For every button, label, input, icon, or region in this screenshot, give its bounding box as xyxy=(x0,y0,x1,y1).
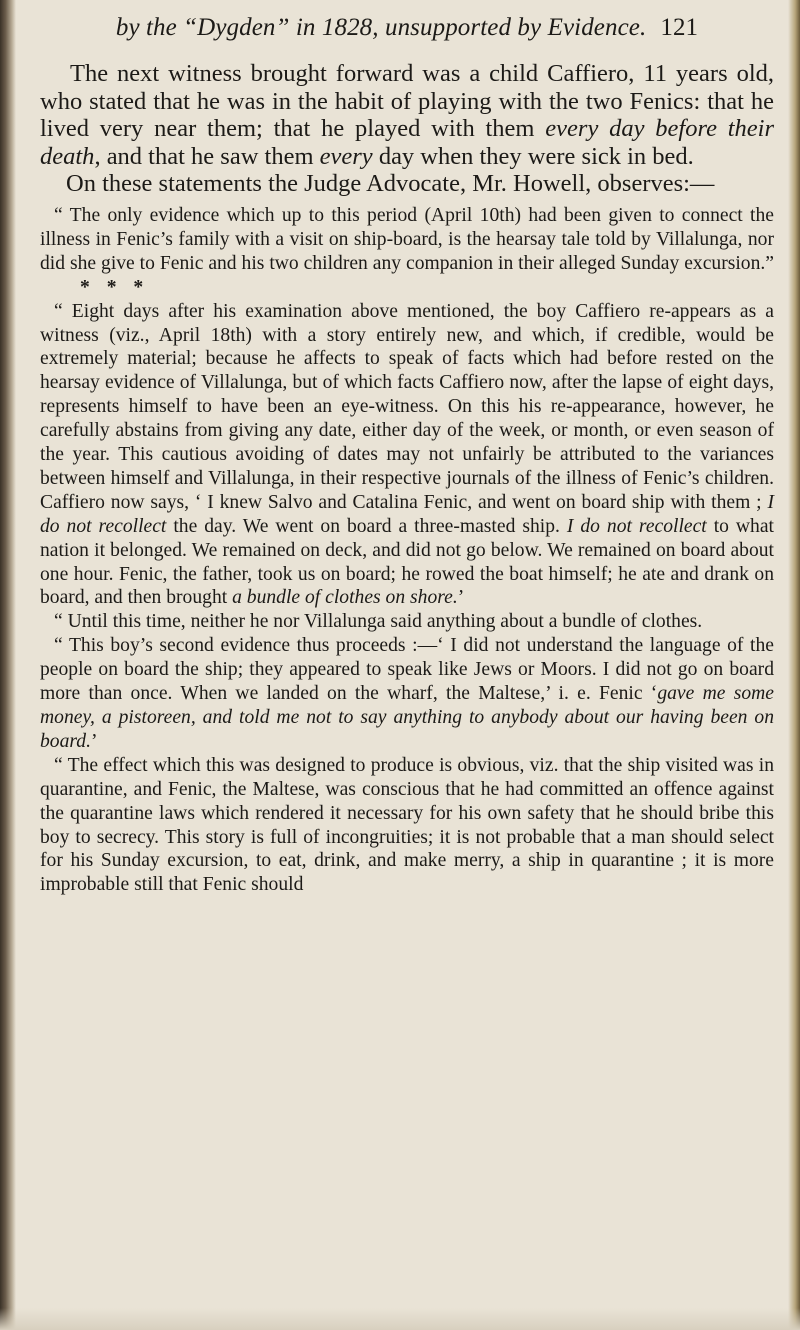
quote-paragraph-5 xyxy=(40,754,774,897)
page-number: 121 xyxy=(660,14,699,41)
book-page xyxy=(40,8,774,1308)
ellipsis-stars: * * * xyxy=(80,276,150,298)
quote-paragraph-4-end: ’ xyxy=(90,730,98,752)
book-binding-edge xyxy=(0,0,16,1330)
text-run: day when they were sick in bed. xyxy=(372,142,694,170)
running-head-title: by the “Dygden” in 1828, unsupported by Evidence. xyxy=(115,14,647,41)
paragraph-2-text: On these statements the Judge Advocate, Mr. Howell, observes:— xyxy=(66,170,715,198)
emphasis-bundle-of-clothes: a bundle of clothes on shore. xyxy=(232,587,458,609)
paragraph-1-text xyxy=(40,60,774,170)
emphasis-phrase: every xyxy=(319,142,373,170)
paragraph-caffiero-witness xyxy=(40,60,774,170)
paragraph-judge-advocate xyxy=(40,170,774,198)
emphasis-not-recollect-1: I do not recollect xyxy=(40,491,774,537)
lead-paragraphs xyxy=(40,60,774,198)
quote-paragraph-2-cont: to what nation it belonged. We remained on deck, and did not go below. We remained on board about one hour. Fenic, the father, took us on board; he rowed the boat himself; he ate and drank on board, and then brought xyxy=(40,515,774,609)
quote-paragraph-2-mid: the day. We went on board a three-masted ship. xyxy=(173,515,560,537)
quote-paragraph-4 xyxy=(40,634,774,754)
quote-paragraph-4-start: “ This boy’s second evidence thus proceeds :—‘ I did not understand the language of the people on board the ship; they appeared to speak like Jews or Moors. I did not go on board more than once. When we landed on the wharf, the Maltese,’ i. e. Fenic ‘ xyxy=(40,635,774,705)
quote-paragraph-2-text: “ Eight days after his examination above mentioned, the boy Caffiero re-appears as a witness (viz., April 18th) with a story entirely new, and which, if credible, would be extremely material; because he affects to speak of facts which had before rested on the hearsay evidence of Villalunga, but of which facts Caffiero now, after the lapse of eight days, represents himself to have been an eye-witness. On this his re-appearance, however, he carefully abstains from giving any date, either day of the week, or month, or even season of the year. This cautious avoiding of dates may not unfairly be attributed to the variances between himself and Villalunga, in their respective journals of the illness of Fenic’s children. Caffiero now says, ‘ I knew Salvo and Catalina Fenic, and went on board ship with them ; xyxy=(40,300,774,513)
text-run: The next witness brought forward was a child Caffiero, 11 years old, who stated that he was in the habit of playing with the two Fenics: that he lived very near them; that he played with them xyxy=(40,60,774,143)
emphasis-not-recollect-2: I do not recollect xyxy=(566,515,707,537)
quoted-observations xyxy=(40,204,774,897)
quote-paragraph-3-text: “ Until this time, neither he nor Villalunga said anything about a bundle of clothes. xyxy=(54,611,703,633)
running-head xyxy=(40,8,774,48)
quote-paragraph-1-text: “ The only evidence which up to this period (April 10th) had been given to connect the illness in Fenic’s family with a visit on ship-board, is the hearsay tale told by Villalunga, nor did she give to Fenic and his two children any companion in their alleged Sunday excursion.” xyxy=(40,204,774,274)
emphasis-phrase: every day before their death xyxy=(40,115,775,170)
quote-paragraph-2 xyxy=(40,300,774,611)
quote-paragraph-5-text: “ The effect which this was designed to produce is obvious, viz. that the ship visited was in quarantine, and Fenic, the Maltese, was conscious that he had committed an offence against the quarantine laws which rendered it necessary for his own safety that he should bribe this boy to secrecy. This story is full of incongruities; it is not probable that a man should select for his Sunday excursion, to eat, drink, and make merry, a ship in quarantine ; it is more improbable still that Fenic should xyxy=(40,754,774,896)
emphasis-gave-me-money: gave me some money, a pistoreen, and told me not to say anything to anybody about our having been on board. xyxy=(40,683,774,752)
page-edge-shadow xyxy=(788,0,800,1330)
page-bottom-shade xyxy=(0,1308,800,1330)
quote-paragraph-1 xyxy=(40,204,774,300)
quote-paragraph-2-end: ’ xyxy=(457,587,465,609)
text-run: , and that he saw them xyxy=(94,142,320,170)
quote-paragraph-3 xyxy=(40,610,774,634)
